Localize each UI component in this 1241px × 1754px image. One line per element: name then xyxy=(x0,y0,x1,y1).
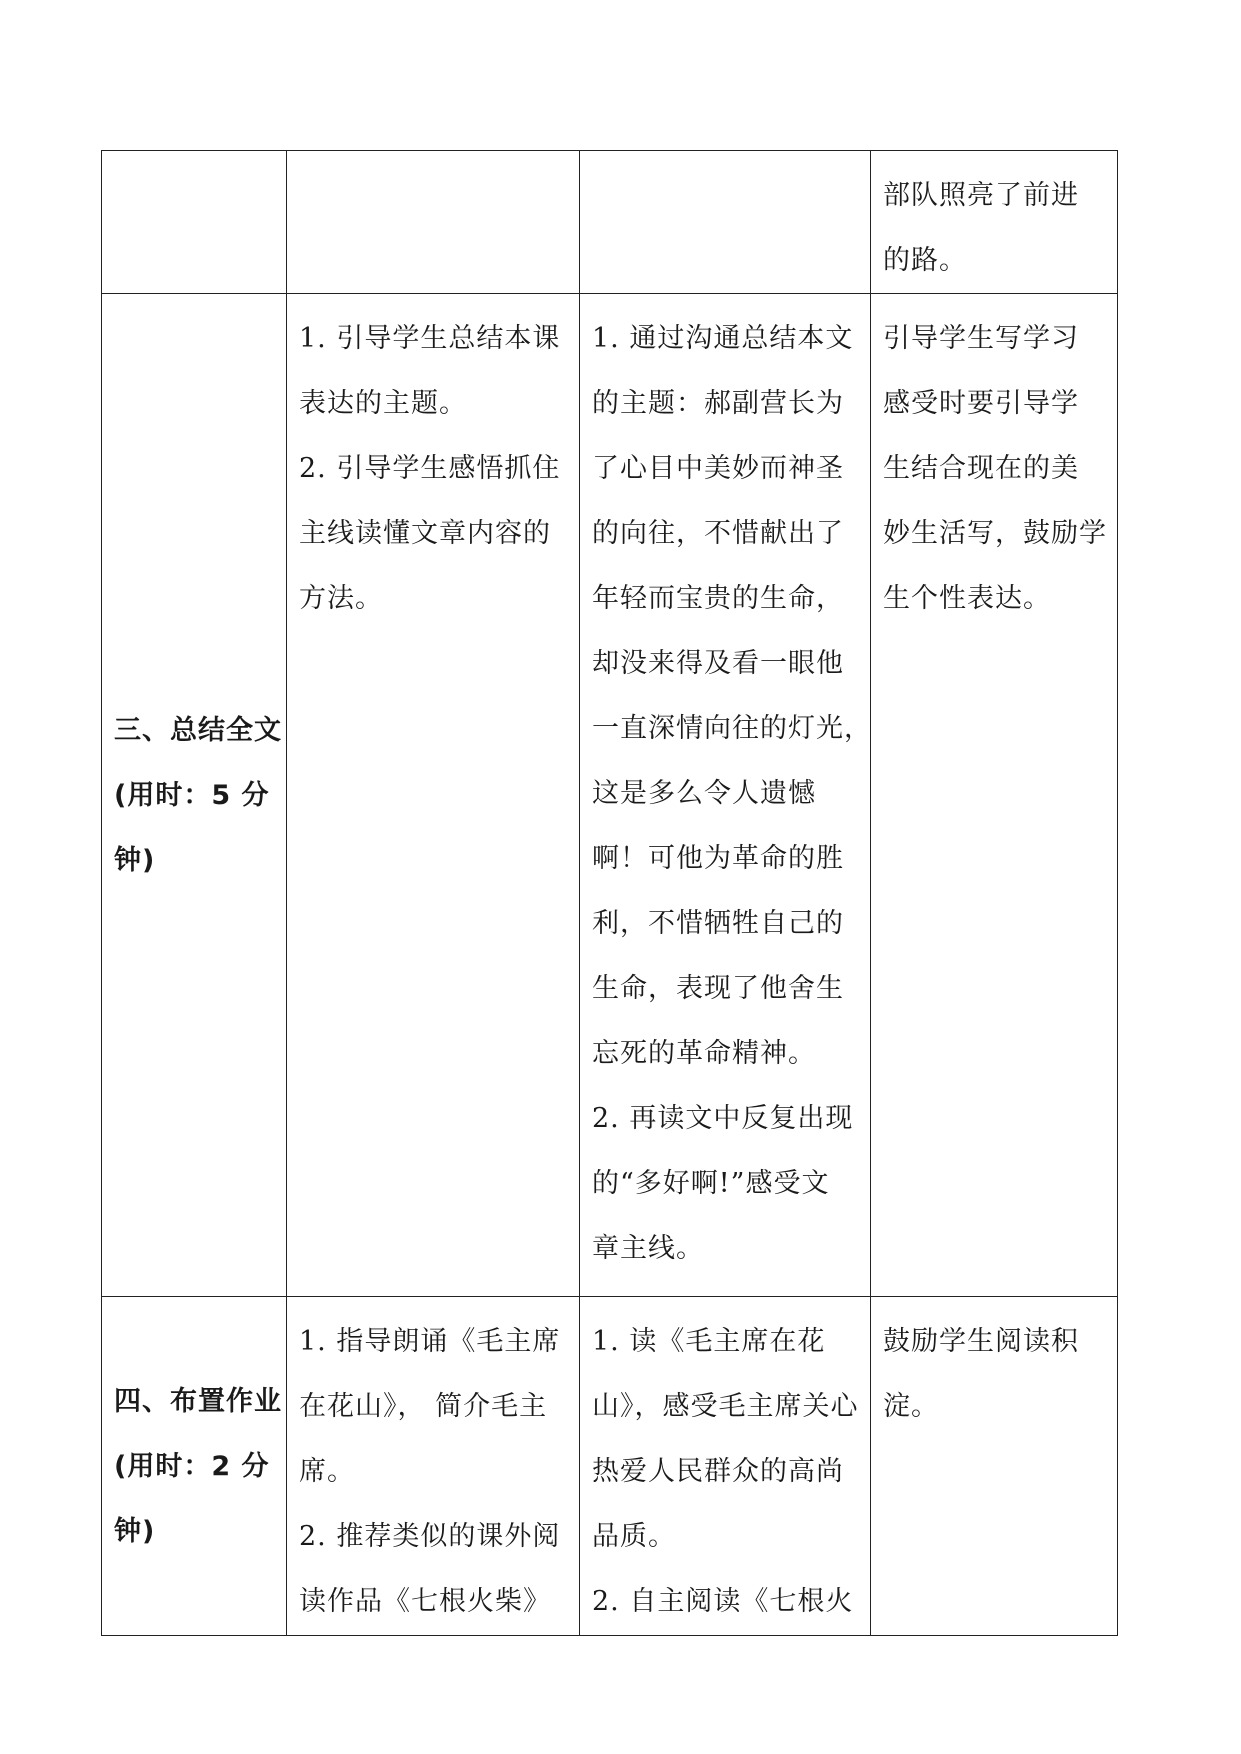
table-row xyxy=(102,1297,1118,1636)
text-line: 部队照亮了前进 xyxy=(883,180,1079,211)
text-line: 2. 引导学生感悟抓住 xyxy=(299,453,561,484)
text-line: 1. 读《毛主席在花 xyxy=(592,1326,826,1357)
text-line: 却没来得及看一眼他 xyxy=(592,648,844,679)
text-line: 的向往，不惜献出了 xyxy=(592,518,844,549)
text-line: 1. 引导学生总结本课 xyxy=(299,323,561,354)
stage-duration: (用时：5 分 xyxy=(114,779,270,811)
text-line: 2. 再读文中反复出现 xyxy=(592,1103,854,1134)
lesson-plan-table xyxy=(101,150,1118,1636)
text-line: 席。 xyxy=(299,1456,355,1487)
text-line: 表达的主题。 xyxy=(299,388,467,419)
text-line: 主线读懂文章内容的 xyxy=(299,518,551,549)
stage-duration: 钟) xyxy=(114,1515,156,1547)
design-intent-cell xyxy=(871,151,1118,294)
stage-cell xyxy=(102,1297,287,1636)
stage-title: 三、总结全文 xyxy=(114,714,282,746)
text-line: 淀。 xyxy=(883,1391,939,1422)
text-line: 在花山》， 简介毛主 xyxy=(299,1391,548,1422)
text-line: 的“多好啊!”感受文 xyxy=(592,1168,830,1199)
text-line: 生个性表达。 xyxy=(883,583,1051,614)
text-line: 年轻而宝贵的生命， xyxy=(592,583,844,614)
text-line: 利，不惜牺牲自己的 xyxy=(592,908,844,939)
text-line: 生结合现在的美 xyxy=(883,453,1079,484)
table-row xyxy=(102,151,1118,294)
text-line: 这是多么令人遗憾 xyxy=(592,778,816,809)
text-line: 生命，表现了他舍生 xyxy=(592,973,844,1004)
text-line: 忘死的革命精神。 xyxy=(592,1038,816,1069)
text-line: 热爱人民群众的高尚 xyxy=(592,1456,844,1487)
stage-cell xyxy=(102,294,287,1297)
text-line: 的路。 xyxy=(883,245,967,276)
text-line: 2. 自主阅读《七根火 xyxy=(592,1586,854,1617)
text-line: 1. 指导朗诵《毛主席 xyxy=(299,1326,561,1357)
text-line: 引导学生写学习 xyxy=(883,323,1079,354)
text-line: 读作品《七根火柴》 xyxy=(299,1586,551,1617)
design-intent-cell xyxy=(871,1297,1118,1636)
text-line: 的主题：郝副营长为 xyxy=(592,388,844,419)
text-line: 啊！可他为革命的胜 xyxy=(592,843,844,874)
student-activity-cell xyxy=(580,1297,871,1636)
table-row xyxy=(102,294,1118,1297)
student-activity-cell xyxy=(580,151,871,294)
text-line: 章主线。 xyxy=(592,1233,704,1264)
stage-cell xyxy=(102,151,287,294)
teacher-activity-cell xyxy=(287,151,580,294)
text-line: 鼓励学生阅读积 xyxy=(883,1326,1079,1357)
design-intent-cell xyxy=(871,294,1118,1297)
text-line: 一直深情向往的灯光， xyxy=(592,713,872,744)
text-line: 感受时要引导学 xyxy=(883,388,1079,419)
text-line: 品质。 xyxy=(592,1521,676,1552)
text-line: 了心目中美妙而神圣 xyxy=(592,453,844,484)
stage-duration: (用时：2 分 xyxy=(114,1450,270,1482)
teacher-activity-cell xyxy=(287,1297,580,1636)
text-line: 1. 通过沟通总结本文 xyxy=(592,323,854,354)
teacher-activity-cell xyxy=(287,294,580,1297)
text-line: 山》，感受毛主席关心 xyxy=(592,1391,859,1422)
student-activity-cell xyxy=(580,294,871,1297)
stage-duration: 钟) xyxy=(114,844,156,876)
text-line: 方法。 xyxy=(299,583,383,614)
stage-title: 四、布置作业 xyxy=(114,1385,282,1417)
text-line: 2. 推荐类似的课外阅 xyxy=(299,1521,561,1552)
text-line: 妙生活写，鼓励学 xyxy=(883,518,1107,549)
